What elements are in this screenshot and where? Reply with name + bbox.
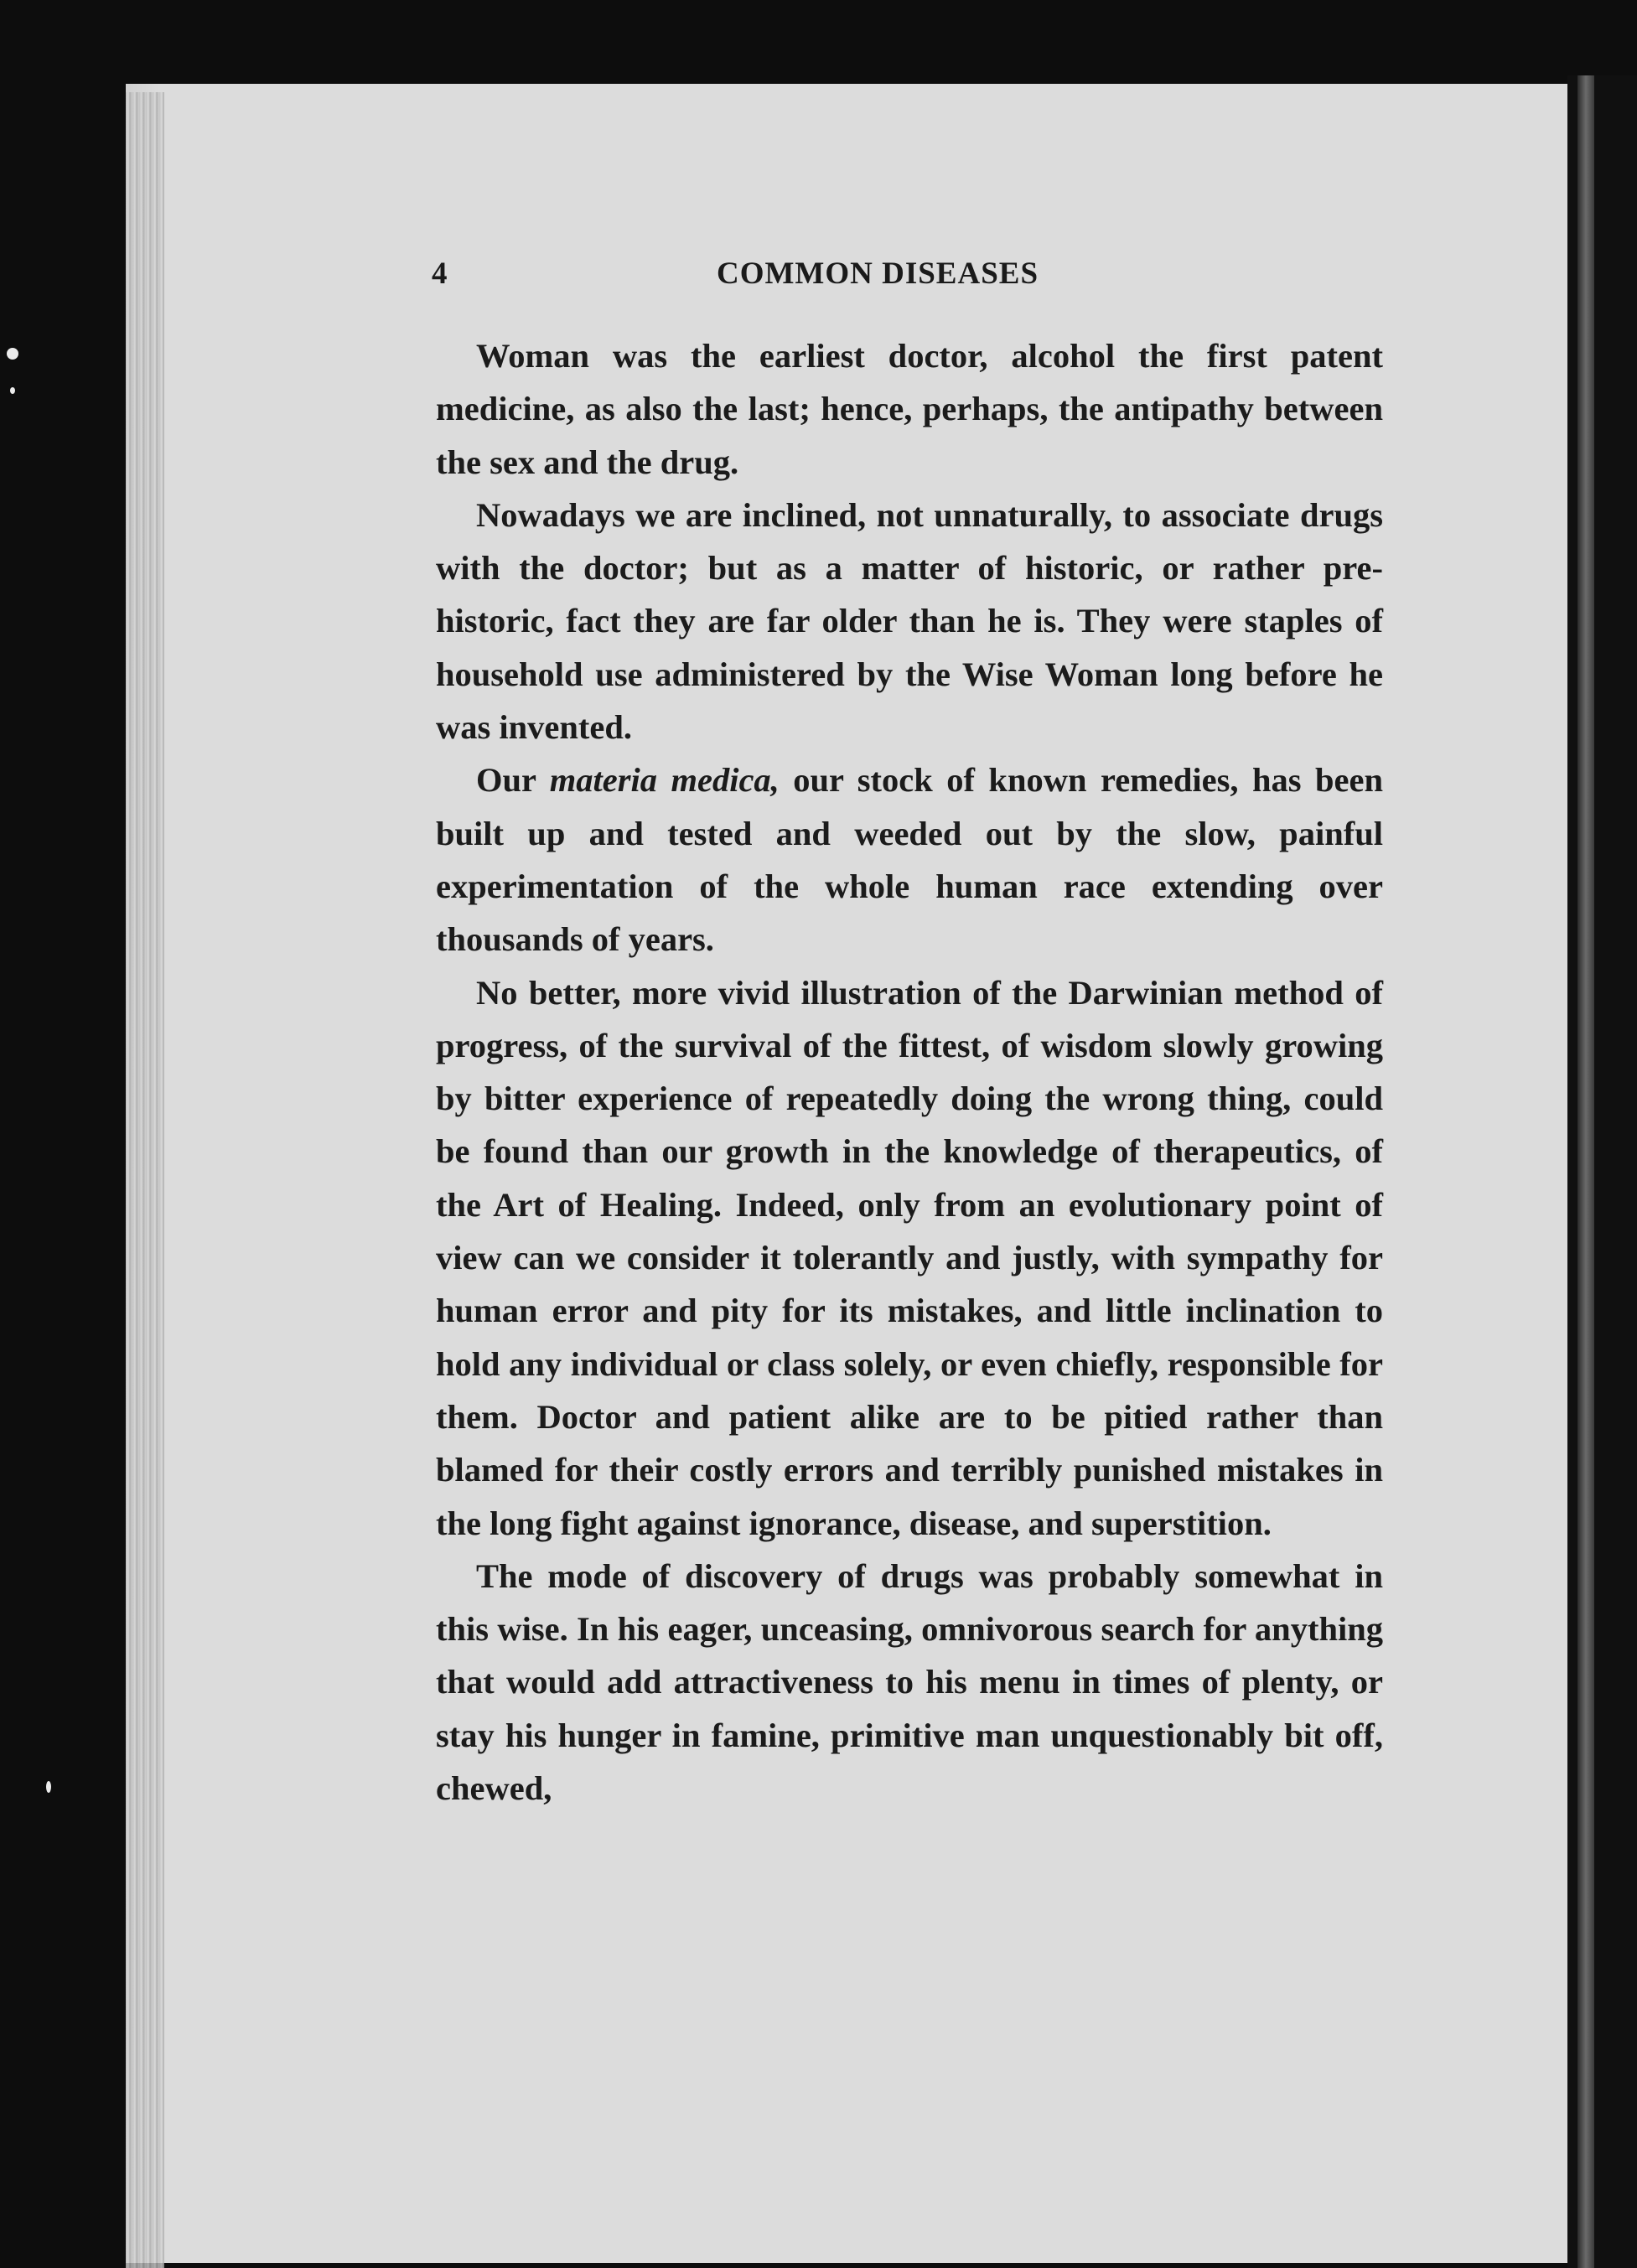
paragraph: No better, more vivid illustration of the Darwinian method of progress, of the survival of the fittest, of wisdom slowly growing by bitter experience of repeatedly doing the wrong thing, could be found than our growth in the knowledge of therapeutics, of the Art of Healing. Indeed, only from an evolutionary point of view can we consider it tolerantly and justly, with sympathy for human error and pity for its mistakes, and little inclination to hold any individual or class solely, or even chiefly, responsible for them. Doctor and patient alike are to be pitied rather than blamed for their costly errors and terribly punished mistakes in the long fight against ignorance, disease, and superstition. (436, 973, 1383, 1542)
paragraph (436, 753, 1383, 966)
next-page-edge (1577, 75, 1594, 2268)
scan-speck (7, 348, 18, 360)
page-binding-edge (126, 92, 164, 2268)
italic-term: materia medica, (549, 761, 780, 800)
body-text (436, 329, 1383, 1815)
paragraph-text: our stock of known remedies, has been built up and tested and weeded out by the slow, painful experimentation of the whole human race extending over thousands of years. (436, 761, 1383, 959)
running-head-title: COMMON DISEASES (717, 256, 1039, 291)
page-number: 4 (432, 256, 448, 291)
running-header (432, 256, 1387, 298)
paragraph: Woman was the earliest doctor, alcohol the first patent medicine, as also the last; hence, perhaps, the antipathy between the sex and the drug. (436, 337, 1383, 481)
paragraph-text: Our (476, 761, 550, 800)
scan-speck (10, 387, 15, 394)
paragraph: Nowadays we are inclined, not unnaturally, to associate drugs with the doctor; but as a matter of historic, or rather pre-historic, fact they are far older than he is. They were staples of household use administered by the Wise Woman long before he was invented. (436, 495, 1383, 747)
scan-speck (46, 1781, 51, 1793)
paragraph: The mode of discovery of drugs was probably somewhat in this wise. In his eager, unceasing, omnivorous search for anything that would add attractiveness to his menu in times of plenty, or stay his hunger in famine, primitive man unquestionably bit off, chewed, (436, 1556, 1383, 1808)
